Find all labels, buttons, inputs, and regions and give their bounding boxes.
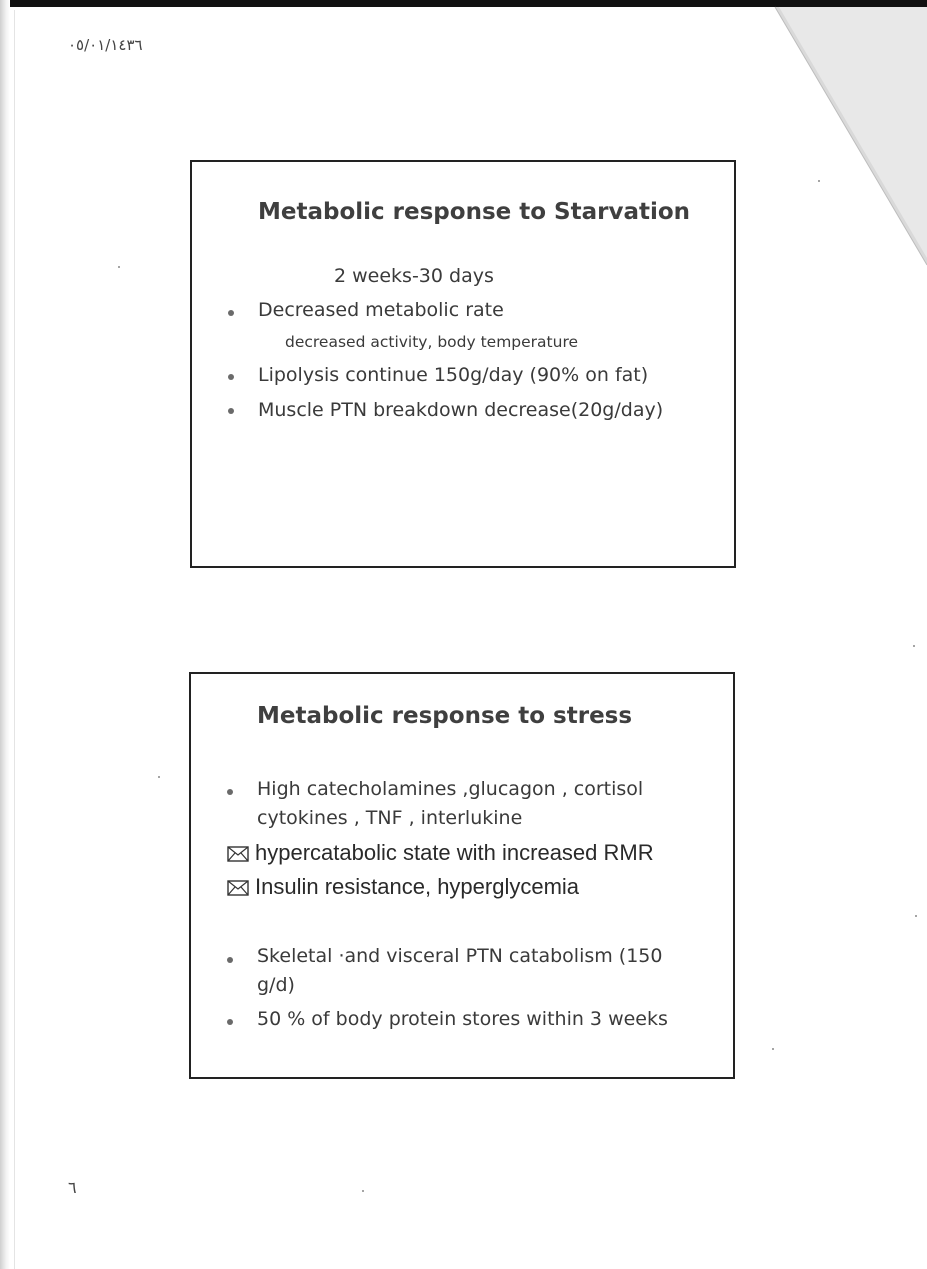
scan-top-edge [0,0,927,7]
bullet-text: 50 % of body protein stores within 3 weeks [257,1008,668,1030]
slide-subtitle: 2 weeks-30 days [334,265,494,287]
slide-title: Metabolic response to stress [257,703,633,729]
boxed-item-text: Insulin resistance, hyperglycemia [255,874,580,899]
envelope-icon [227,880,249,896]
scan-speck [913,645,915,647]
slide-starvation [190,160,736,568]
bullet-text: Skeletal ·and visceral PTN catabolism (150 [257,945,663,967]
slide-stress [189,672,735,1079]
bullet-text: Decreased metabolic rate [258,299,504,321]
bullet-dot [227,957,233,963]
bullet-text: High catecholamines ,glucagon , cortisol [257,778,644,800]
scan-speck [158,776,160,778]
bullet-text: Lipolysis continue 150g/day (90% on fat) [258,364,649,386]
bullet-text-continuation: g/d) [257,974,295,996]
scan-speck [118,266,120,268]
page-number: ٦ [68,1178,77,1197]
scan-speck [915,915,917,917]
bullet-dot [227,789,233,795]
bullet-dot [227,1019,233,1025]
scan-left-edge [0,0,10,1269]
envelope-icon [227,846,249,862]
boxed-item-text: hypercatabolic state with increased RMR [255,840,654,865]
bullet-dot [228,408,234,414]
bullet-dot [228,374,234,380]
scan-speck [362,1190,364,1192]
scan-left-line [14,10,15,1269]
bullet-text-continuation: cytokines , TNF , interlukine [257,807,523,829]
bullet-text: Muscle PTN breakdown decrease(20g/day) [258,399,664,421]
scan-speck [772,1048,774,1050]
scan-speck [818,180,820,182]
bullet-dot [228,310,234,316]
bullet-sub-note: decreased activity, body temperature [285,333,579,351]
slide-title: Metabolic response to Starvation [258,199,691,225]
date-stamp: ٠٥/٠١/١٤٣٦ [68,36,143,54]
